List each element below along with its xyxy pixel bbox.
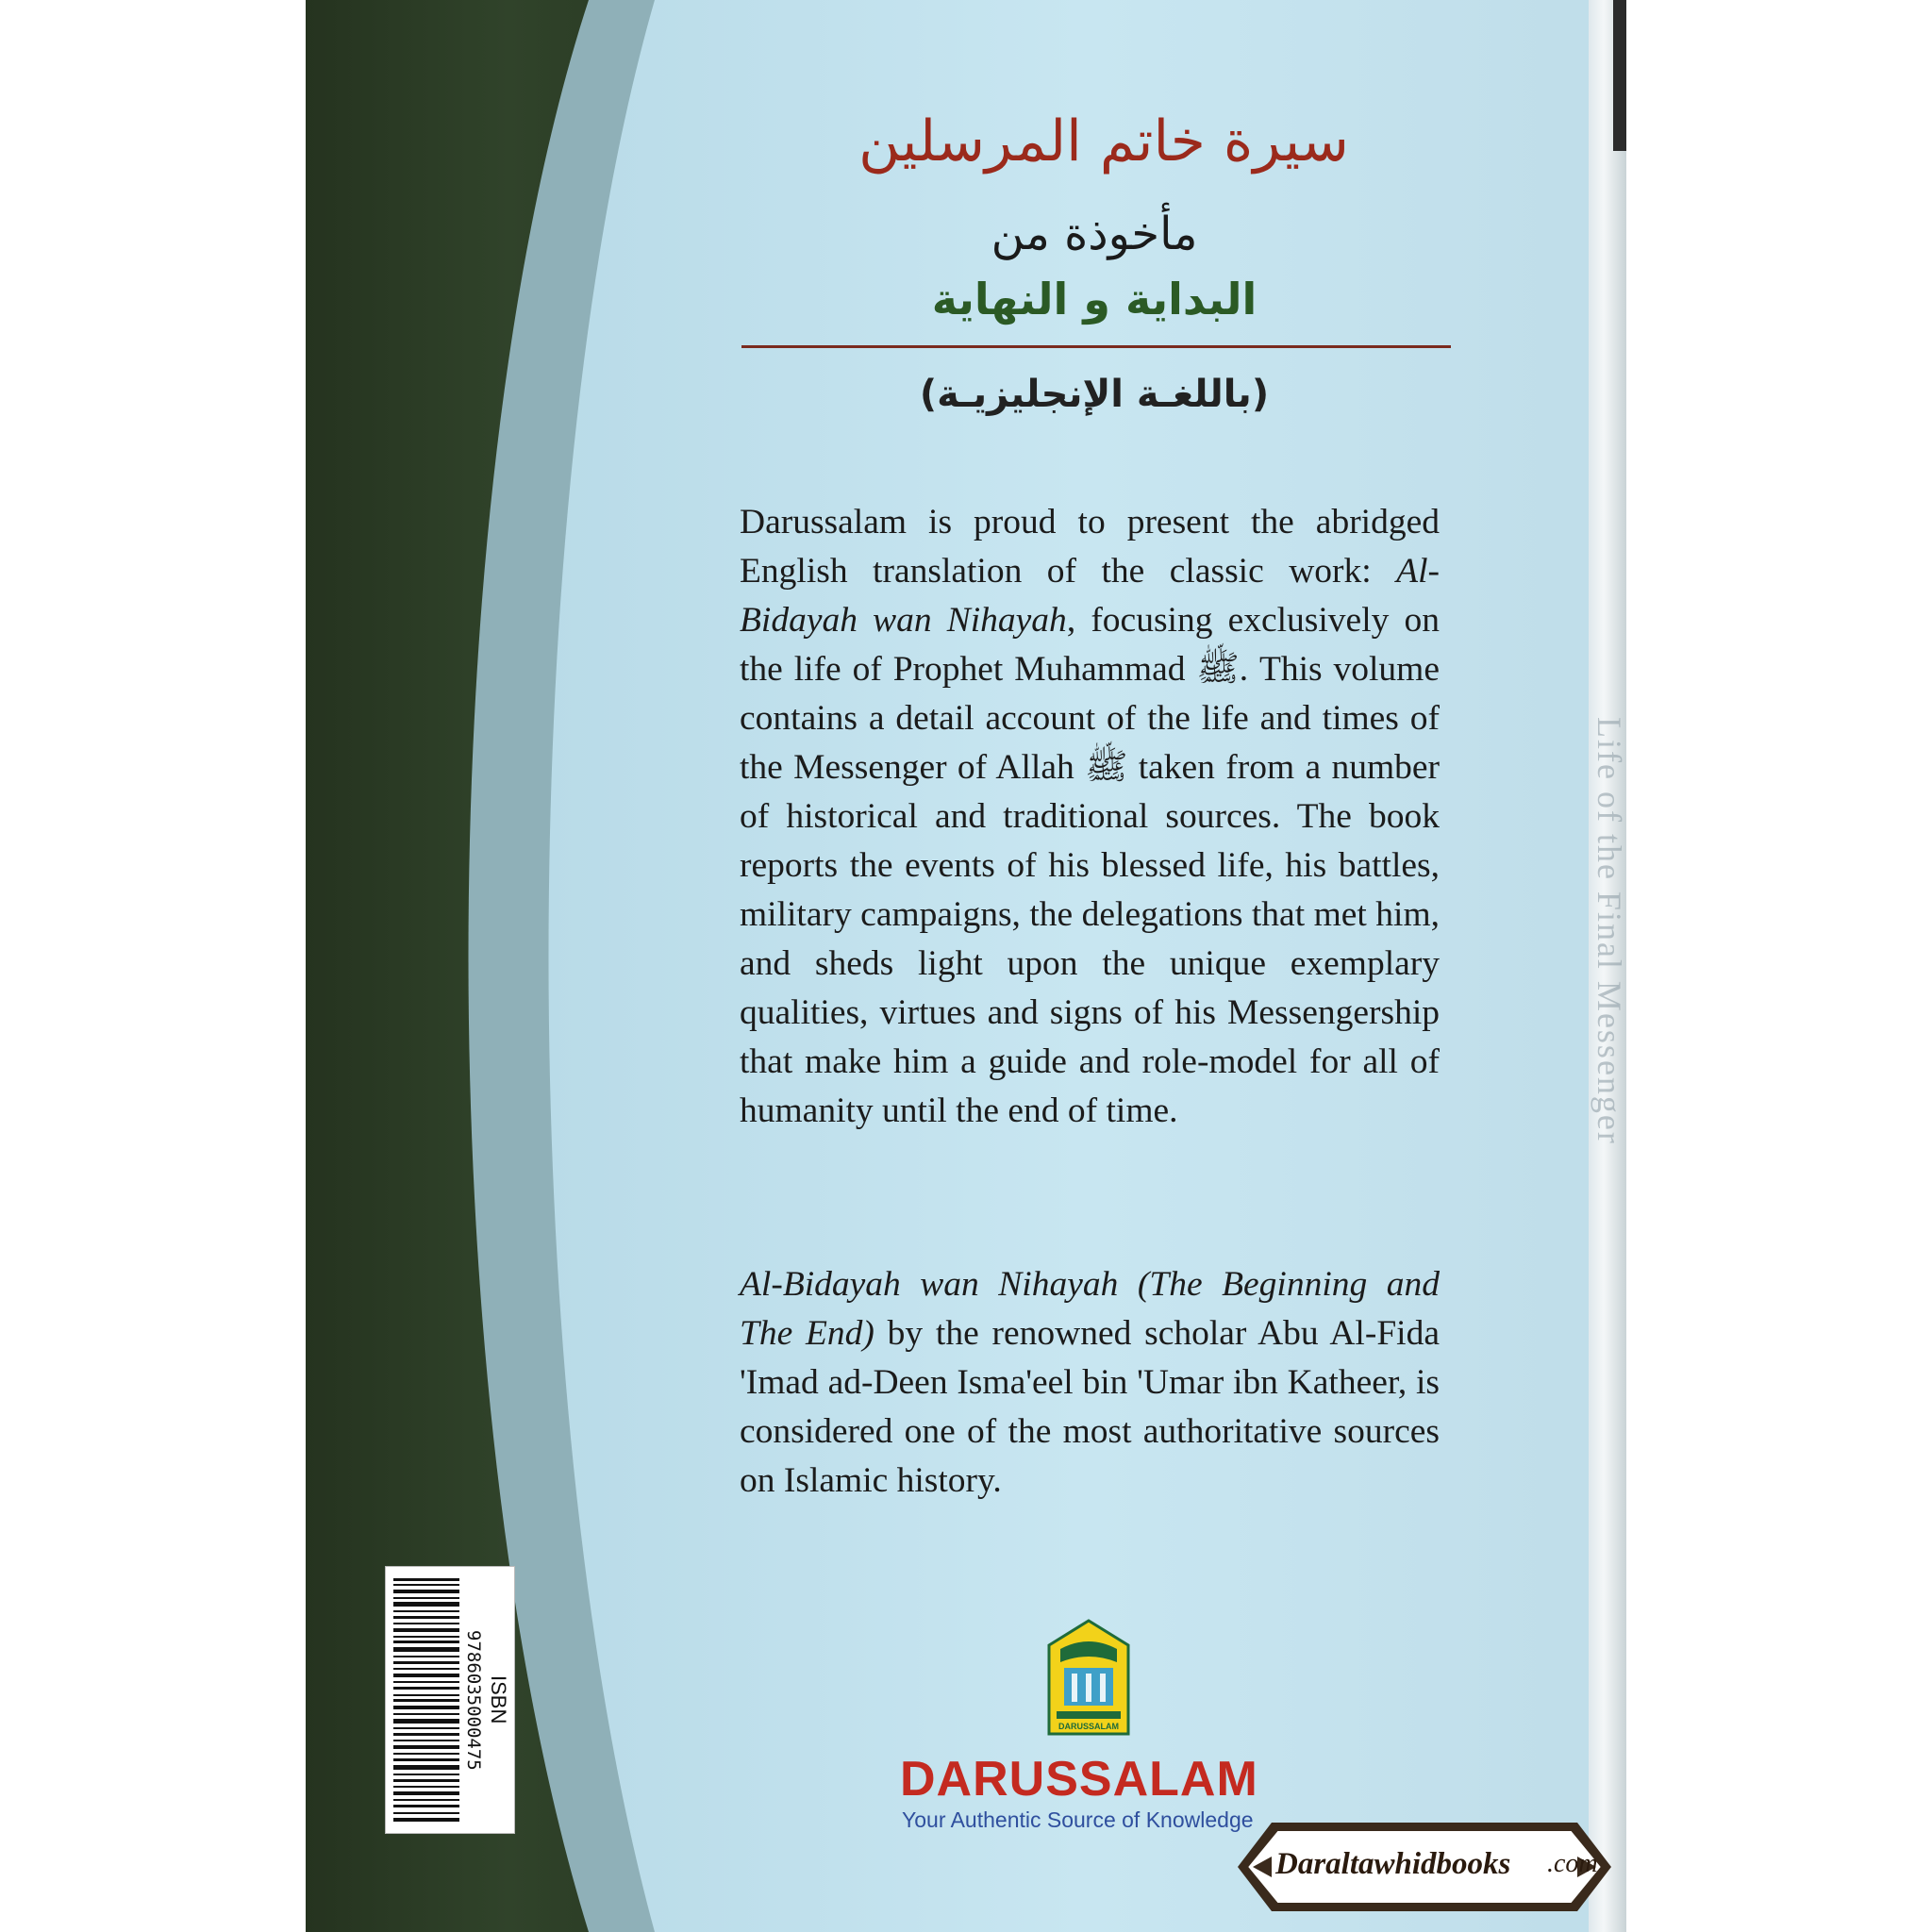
desc-text-a: Darussalam is proud to present the abridged English translation of the classic work: [740,503,1440,591]
arabic-book-name: البداية و النهاية [931,274,1257,325]
spine-title: Life of the Final Messenger [1591,717,1628,1145]
desc-text-b: , focusing exclusively on the life of Prophet Muhammad ﷺ. This volume contains a detail account of the life and times of the Messenger of Allah ﷺ taken from a number of historical and traditional sources. The book reports the events of his blessed life, his battles, military campaigns, the delegations that met him, and sheds light upon the unique exemplary qualities, virtues and signs of his Messengership that make him a guide and role-model for all of humanity until the end of time. [740,601,1441,1130]
arabic-language-note: (باللغـة الإنجليزيـة) [919,373,1270,416]
description-paragraph-1 [740,498,1440,1136]
publisher-name: DARUSSALAM [900,1752,1258,1807]
cover-corner-edge [1613,0,1626,151]
title-divider [741,345,1451,348]
arabic-subtitle: مأخوذة من [991,208,1198,260]
darussalam-logo-icon [1043,1617,1134,1738]
watermark-suffix: .com [1547,1849,1598,1878]
para2-book-title: Al-Bidayah wan Nihayah (The Beginning and The End) [740,1265,1440,1353]
barcode-bars-icon [393,1576,459,1824]
desc-book-title: Al-Bidayah wan Nihayah [740,552,1440,640]
arabic-title: سيرة خاتم المرسلين [858,108,1349,175]
barcode-number: 9786035000475 [463,1629,484,1771]
isbn-barcode [385,1566,515,1834]
barcode-isbn-label: ISBN [487,1675,510,1724]
description-paragraph-2 [740,1260,1440,1506]
svg-text:DARUSSALAM: DARUSSALAM [1058,1722,1119,1731]
publisher-tagline: Your Authentic Source of Knowledge [902,1807,1254,1832]
para2-text: by the renowned scholar Abu Al-Fida 'Imad ad-Deen Isma'eel bin 'Umar ibn Katheer, is considered one of the most authoritative sources on Islamic history. [740,1314,1440,1500]
watermark-name: Daraltawhidbooks [1275,1847,1511,1881]
